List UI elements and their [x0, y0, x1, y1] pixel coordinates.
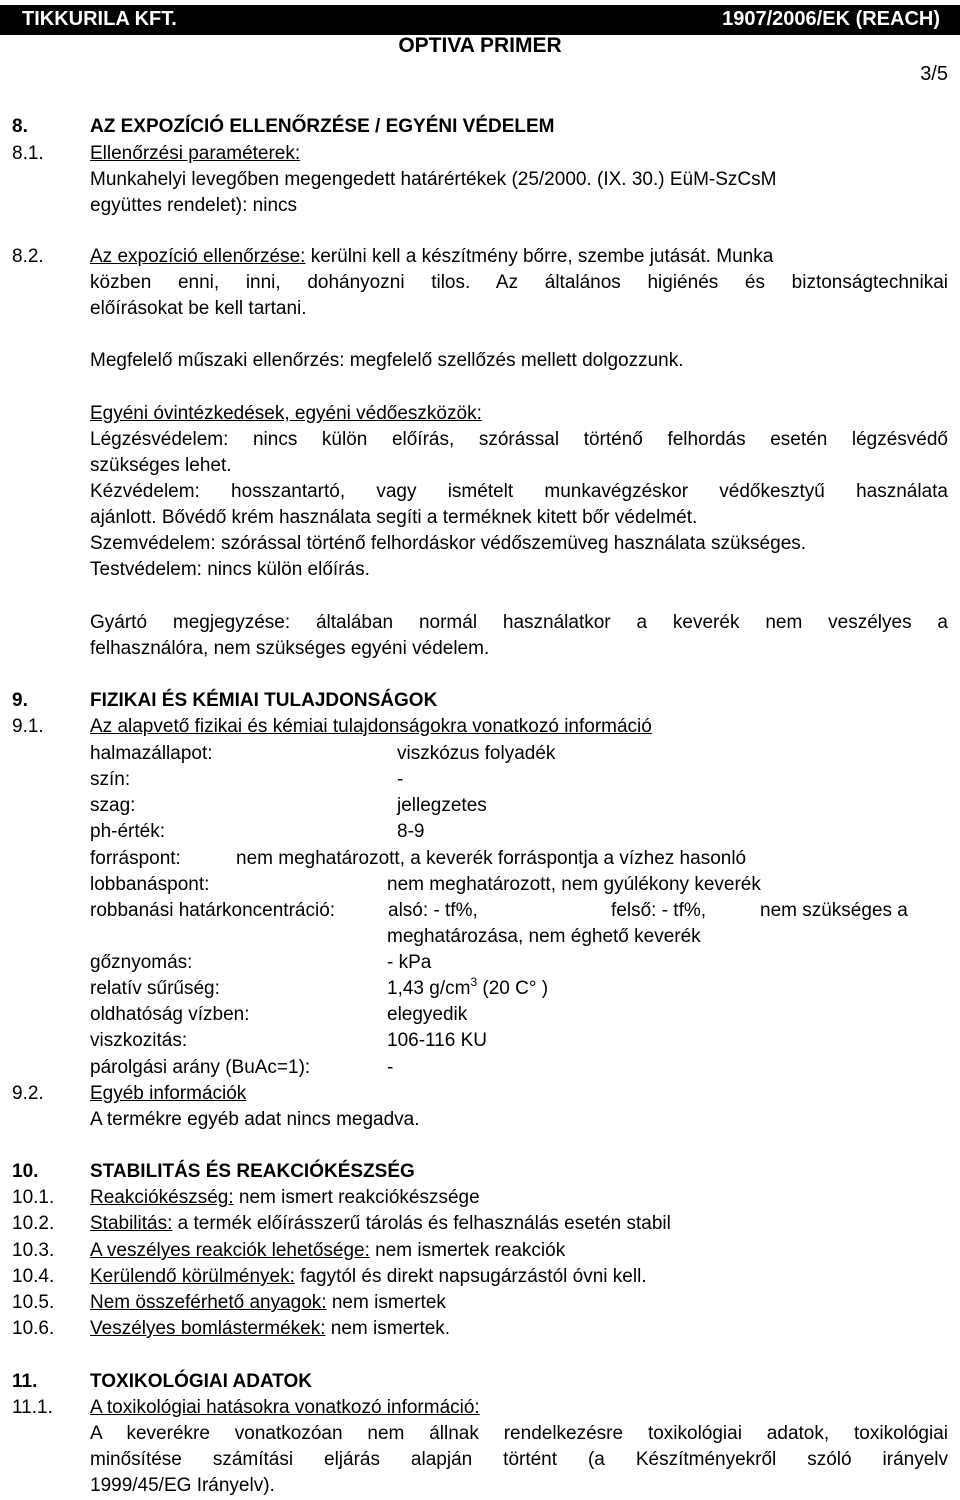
property-value [387, 975, 549, 1000]
subsection-number: 10.1. [12, 1187, 55, 1208]
subsection-number: 11.1. [12, 1397, 53, 1418]
subsection-title: Az expozíció ellenőrzése: [90, 246, 306, 267]
subsection-number: 8.2. [12, 246, 44, 267]
property-value: - [387, 1057, 394, 1078]
list-item [90, 1266, 647, 1288]
subsection-title: A toxikológiai hatásokra vonatkozó információ: [90, 1397, 480, 1418]
property-value: nem szükséges a [760, 900, 908, 921]
property-label: halmazállapot: [90, 743, 213, 764]
section-number: 10. [12, 1161, 39, 1182]
property-value: meghatározása, nem éghető keverék [387, 926, 701, 947]
section-10-title: STABILITÁS ÉS REAKCIÓKÉSZSÉG [90, 1161, 415, 1182]
property-value: 106-116 KU [387, 1030, 487, 1051]
property-value: - [397, 769, 404, 790]
paragraph-text: kerülni kell a készítmény bőrre, szembe jutását. Munka [305, 246, 774, 267]
property-value: jellegzetes [397, 795, 487, 816]
property-label: oldhatóság vízben: [90, 1004, 250, 1025]
paragraph-line: minősítése számítási eljárás alapján történt (a Készítményekről szóló irányelv [90, 1449, 948, 1470]
property-value: alsó: - tf%, [388, 900, 478, 921]
paragraph-line: A termékre egyéb adat nincs megadva. [90, 1109, 420, 1130]
subsection-number: 10.2. [12, 1213, 55, 1234]
property-label: lobbanáspont: [90, 874, 210, 895]
eye-protection-text: Szemvédelem: szórással történő felhordáskor védőszemüveg használata szükséges. [90, 533, 807, 554]
property-label: gőznyomás: [90, 952, 193, 973]
item-label: A veszélyes reakciók lehetősége: [90, 1240, 370, 1261]
section-8-title: AZ EXPOZÍCIÓ ELLENŐRZÉSE / EGYÉNI VÉDELEM [90, 116, 555, 137]
item-text: fagytól és direkt napsugárzástól óvni kell. [294, 1266, 647, 1287]
density-unit-superscript: 3 [470, 975, 478, 989]
section-number: 8. [12, 116, 28, 137]
subsection-number: 8.1. [12, 143, 44, 164]
manufacturer-note: Gyártó megjegyzése: általában normál használatkor a keverék nem veszélyes a [90, 612, 948, 633]
manufacturer-note: felhasználóra, nem szükséges egyéni védelem. [90, 638, 490, 659]
respiratory-protection-text: szükséges lehet. [90, 455, 232, 476]
list-item [90, 1240, 565, 1262]
property-label: forráspont: [90, 848, 181, 869]
respiratory-protection-text: Légzésvédelem: nincs külön előírás, szórással történő felhordás esetén légzésvédő [90, 429, 948, 450]
ppe-title: Egyéni óvintézkedések, egyéni védőeszközök: [90, 403, 482, 424]
item-label: Kerülendő körülmények: [90, 1266, 295, 1287]
property-label: ph-érték: [90, 821, 165, 842]
product-name: OPTIVA PRIMER [398, 34, 562, 57]
subsection-title: Ellenőrzési paraméterek: [90, 143, 301, 164]
list-item [90, 1318, 450, 1340]
section-8-heading [12, 116, 28, 138]
paragraph-line: A keverékre vonatkozóan nem állnak rendelkezésre toxikológiai adatok, toxikológiai [90, 1423, 948, 1444]
subsection-number: 10.4. [12, 1266, 55, 1287]
technical-control-text: Megfelelő műszaki ellenőrzés: megfelelő szellőzés mellett dolgozzunk. [90, 350, 684, 371]
section-11-title: TOXIKOLÓGIAI ADATOK [90, 1371, 313, 1392]
paragraph-line: együttes rendelet): nincs [90, 195, 298, 216]
property-value: felső: - tf%, [611, 900, 707, 921]
property-value: nem meghatározott, nem gyúlékony keverék [387, 874, 761, 895]
page-number: 3/5 [920, 63, 948, 85]
document-header [0, 5, 960, 65]
section-number: 11. [12, 1371, 38, 1392]
item-text: nem ismertek reakciók [369, 1240, 566, 1261]
list-item [90, 1213, 671, 1235]
section-number: 9. [12, 690, 28, 711]
subsection-number: 10.3. [12, 1240, 55, 1261]
subsection-number: 9.2. [12, 1083, 44, 1104]
item-label: Nem összeférhető anyagok: [90, 1292, 327, 1313]
subsection-number: 10.5. [12, 1292, 55, 1313]
subsection-number: 10.6. [12, 1318, 55, 1339]
density-condition: (20 C° ) [477, 978, 549, 999]
property-label: szín: [90, 769, 131, 790]
paragraph-line: 1999/45/EG Irányelv). [90, 1475, 275, 1496]
hand-protection-text: ajánlott. Bővédő krém használata segíti a terméknek kitett bőr védelmét. [90, 507, 698, 528]
list-item [90, 1292, 446, 1314]
company-name: TIKKURILA KFT. [22, 8, 177, 30]
property-value: - kPa [387, 952, 432, 973]
subsection-title: Egyéb információk [90, 1083, 247, 1104]
paragraph-line: Munkahelyi levegőben megengedett határértékek (25/2000. (IX. 30.) EüM-SzCsM [90, 169, 777, 190]
property-value: 8-9 [397, 821, 425, 842]
item-label: Veszélyes bomlástermékek: [90, 1318, 326, 1339]
paragraph-line: közben enni, inni, dohányozni tilos. Az általános higiénés és biztonságtechnikai [90, 272, 948, 293]
density-value: 1,43 g/cm [387, 978, 471, 999]
section-9-title: FIZIKAI ÉS KÉMIAI TULAJDONSÁGOK [90, 690, 438, 711]
property-label: párolgási arány (BuAc=1): [90, 1057, 311, 1078]
item-label: Reakciókészség: [90, 1187, 234, 1208]
item-text: nem ismertek. [325, 1318, 451, 1339]
paragraph-line [90, 246, 948, 268]
subsection-title: Az alapvető fizikai és kémiai tulajdonságokra vonatkozó információ [90, 716, 652, 737]
item-label: Stabilitás: [90, 1213, 173, 1234]
item-text: nem ismertek [326, 1292, 446, 1313]
property-value: viszkózus folyadék [397, 743, 556, 764]
subsection-number: 9.1. [12, 716, 44, 737]
property-label: szag: [90, 795, 136, 816]
property-label: viszkozitás: [90, 1030, 188, 1051]
paragraph-line: előírásokat be kell tartani. [90, 298, 307, 319]
item-text: nem ismert reakciókészsége [233, 1187, 480, 1208]
hand-protection-text: Kézvédelem: hosszantartó, vagy ismételt munkavégzéskor védőkesztyű használata [90, 481, 948, 502]
property-value: nem meghatározott, a keverék forráspontja a vízhez hasonló [236, 848, 747, 869]
property-value: elegyedik [387, 1004, 468, 1025]
property-label: robbanási határkoncentráció: [90, 900, 336, 921]
item-text: a termék előírásszerű tárolás és felhasználás esetén stabil [172, 1213, 671, 1234]
list-item [90, 1187, 480, 1209]
property-label: relatív sűrűség: [90, 978, 220, 999]
body-protection-text: Testvédelem: nincs külön előírás. [90, 559, 370, 580]
regulation-reference: 1907/2006/EK (REACH) [722, 8, 940, 30]
